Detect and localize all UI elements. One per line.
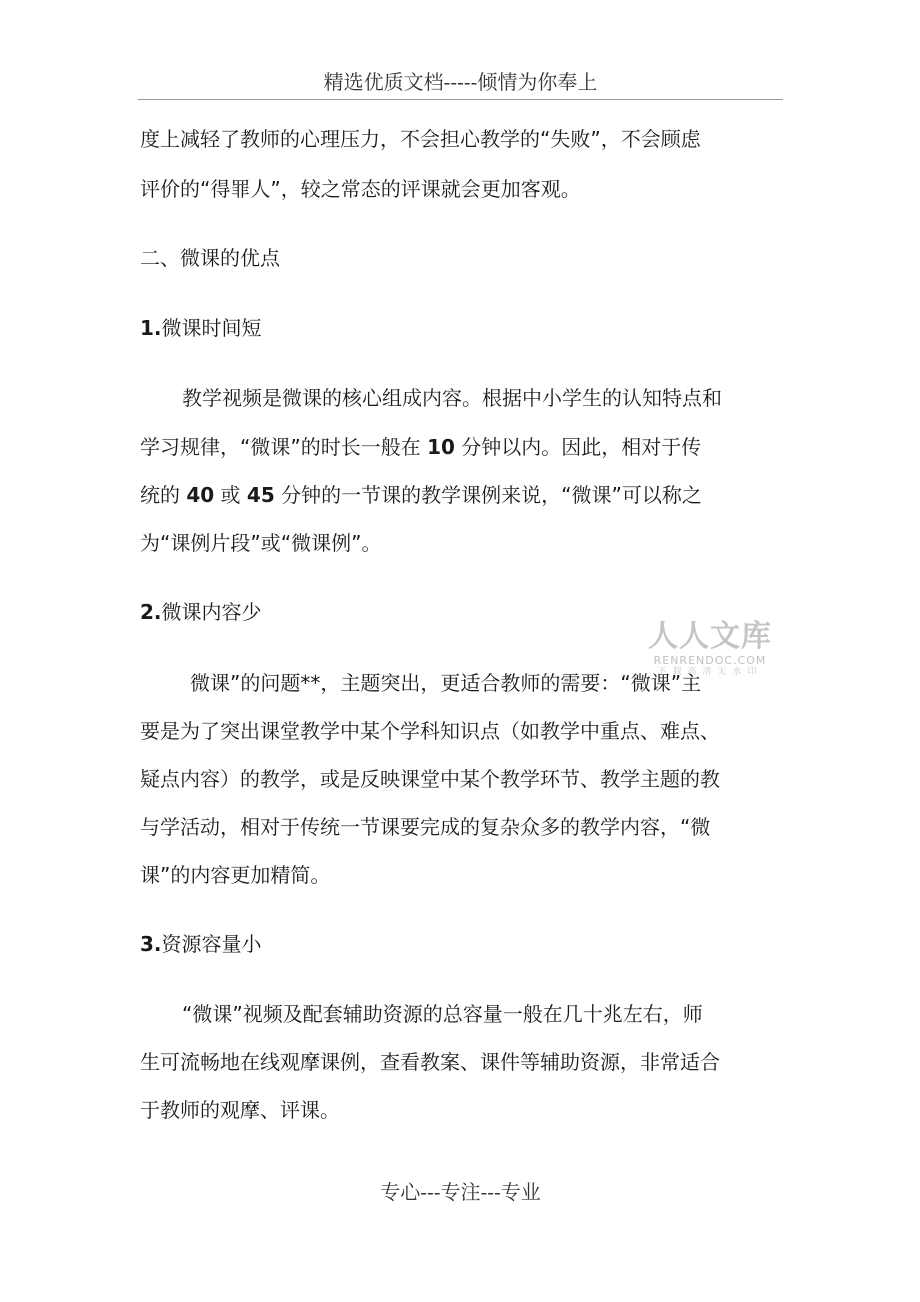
point-1-title: 微课时间短 [161, 316, 262, 340]
point-1-line-3-a: 统的 [140, 483, 187, 507]
point-1-line-1: 教学视频是微课的核心组成内容。根据中小学生的认知特点和 [182, 386, 722, 410]
intro-line-1: 度上减轻了教师的心理压力，不会担心教学的“失败”，不会顾虑 [140, 127, 701, 151]
point-2-line-5: 课”的内容更加精简。 [140, 863, 331, 887]
point-3-line-3: 于教师的观摩、评课。 [140, 1098, 340, 1122]
point-2-line-3: 疑点内容）的教学，或是反映课堂中某个教学环节、教学主题的教 [140, 767, 720, 791]
point-3-line-2: 生可流畅地在线观摩课例，查看教案、课件等辅助资源，非常适合 [140, 1050, 720, 1074]
point-3-heading [140, 929, 780, 959]
intro-line-2: 评价的“得罪人”，较之常态的评课就会更加客观。 [140, 177, 581, 201]
point-2-number: 2. [140, 600, 162, 624]
point-1-line-3 [140, 480, 780, 510]
point-3-title: 资源容量小 [161, 932, 262, 956]
point-1-line-2-b: 分钟以内。因此，相对于传 [454, 435, 702, 459]
point-3-line-1: “微课”视频及配套辅助资源的总容量一般在几十兆左右，师 [182, 1002, 703, 1026]
point-2-line-4: 与学活动，相对于传统一节课要完成的复杂众多的教学内容，“微 [140, 815, 711, 839]
page-footer: 专心---专注---专业 [380, 1180, 541, 1204]
watermark-title: 人人文库 [648, 619, 772, 654]
point-3-number: 3. [140, 932, 162, 956]
duration-10: 10 [427, 435, 455, 459]
point-1-number: 1. [140, 316, 162, 340]
watermark-subtitle: RENRENDOC.COM [653, 654, 767, 667]
point-2-title: 微课内容少 [161, 600, 262, 624]
watermark-tagline: 下载高清无水印 [657, 667, 763, 677]
point-1-line-3-mid: 或 [214, 483, 247, 507]
point-1-line-4: 为“课例片段”或“微课例”。 [140, 531, 382, 555]
point-1-heading [140, 313, 780, 343]
point-1-line-2 [140, 432, 780, 462]
duration-40: 40 [186, 483, 215, 507]
page-header: 精选优质文档-----倾情为你奉上 [323, 70, 598, 94]
point-1-line-2-a: 学习规律，“微课”的时长一般在 [140, 435, 428, 459]
header-divider [138, 99, 783, 100]
point-2-heading [140, 597, 780, 627]
section-heading: 二、微课的优点 [140, 246, 280, 270]
point-2-line-1: 微课”的问题**，主题突出，更适合教师的需要：“微课”主 [190, 671, 702, 695]
duration-45: 45 [246, 483, 275, 507]
point-2-line-2: 要是为了突出课堂教学中某个学科知识点（如教学中重点、难点、 [140, 719, 720, 743]
point-1-line-3-b: 分钟的一节课的教学课例来说，“微课”可以称之 [274, 483, 702, 507]
